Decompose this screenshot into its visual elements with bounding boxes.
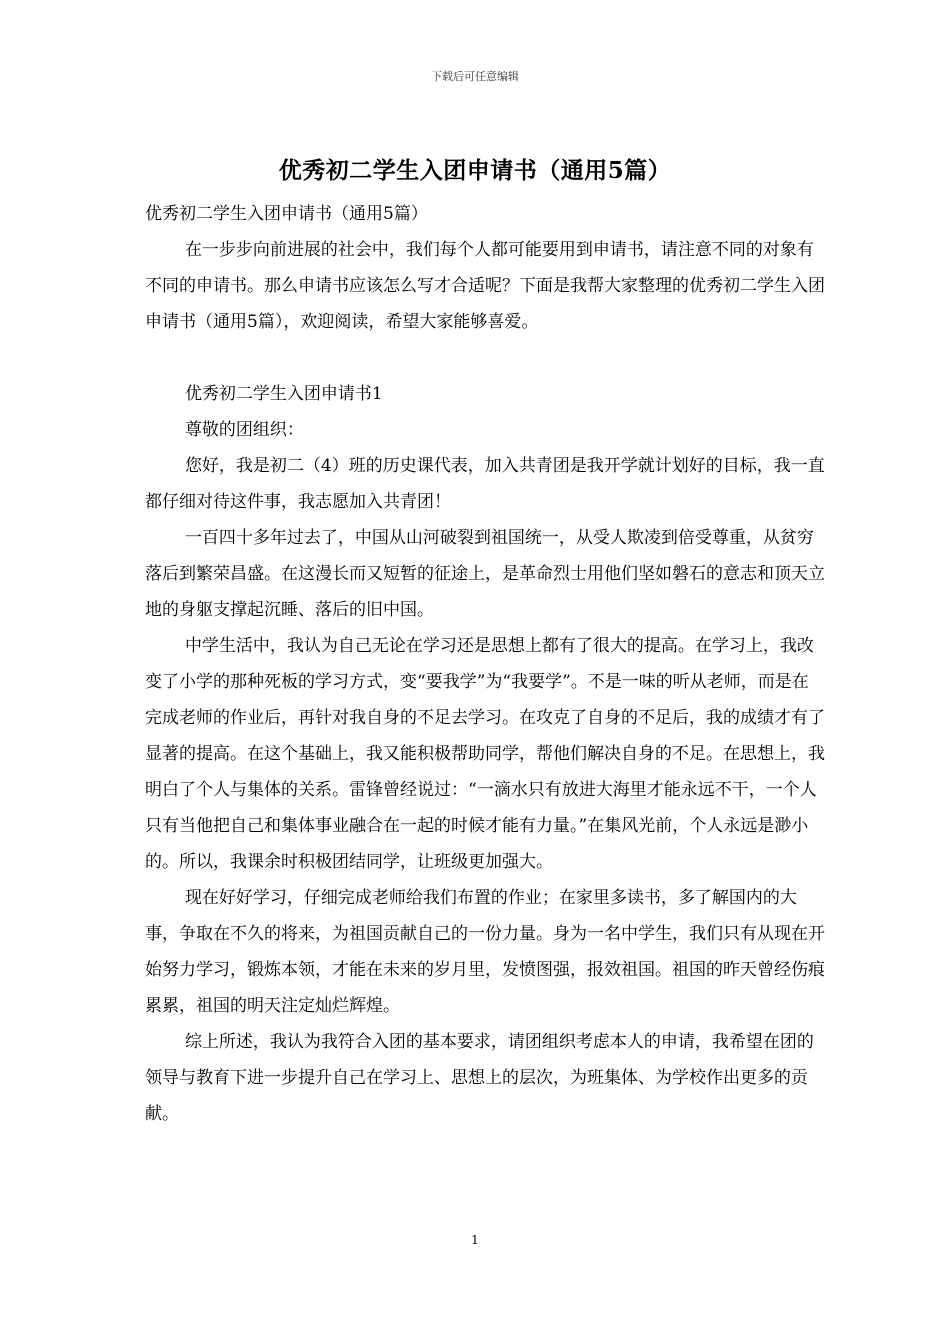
body-paragraph: 综上所述，我认为我符合入团的基本要求，请团组织考虑本人的申请，我希望在团的领导与教育下进一步提升自己在学习上、思想上的层次，为班集体、为学校作出更多的贡献。 — [145, 1032, 814, 1124]
body-paragraph: 现在好好学习，仔细完成老师给我们布置的作业；在家里多读书，多了解国内的大事，争取在不久的将来，为祖国贡献自己的一份力量。身为一名中学生，我们只有从现在开始努力学习，锻炼本领，才能在未来的岁月里，发愤图强，报效祖国。祖国的昨天曾经伤痕累累，祖国的明天注定灿烂辉煌。 — [145, 888, 825, 1016]
salutation: 尊敬的团组织： — [184, 420, 304, 440]
page-number: 1 — [471, 1233, 479, 1247]
document-body — [145, 196, 825, 1132]
body-paragraph: 中学生活中，我认为自己无论在学习还是思想上都有了很大的提高。在学习上，我改变了小学的那种死板的学习方式，变“要我学”为“我要学”。不是一味的听从老师，而是在完成老师的作业后，再针对我自身的不足去学习。在攻克了自身的不足后，我的成绩才有了显著的提高。在这个基础上，我又能积极帮助同学，帮他们解决自身的不足。在思想上，我明白了个人与集体的关系。雷锋曾经说过：“一滴水只有放进大海里才能永远不干，一个人只有当他把自己和集体事业融合在一起的时候才能有力量。”在集风光前，个人永远是渺小的。所以，我课余时积极团结同学，让班级更加强大。 — [145, 636, 825, 872]
body-paragraph: 一百四十多年过去了，中国从山河破裂到祖国统一，从受人欺凌到倍受尊重，从贫穷落后到繁荣昌盛。在这漫长而又短暂的征途上，是革命烈士用他们坚如磐石的意志和顶天立地的身躯支撑起沉睡、落后的旧中国。 — [145, 528, 825, 620]
body-paragraph: 您好，我是初二（4）班的历史课代表，加入共青团是我开学就计划好的目标，我一直都仔细对待这件事，我志愿加入共青团！ — [145, 456, 825, 512]
header-note: 下载后可任意编辑 — [431, 70, 519, 83]
section-heading: 优秀初二学生入团申请书1 — [184, 384, 383, 404]
document-title: 优秀初二学生入团申请书（通用5篇） — [278, 157, 672, 184]
document-subtitle: 优秀初二学生入团申请书（通用5篇） — [145, 204, 428, 224]
blank-line — [145, 340, 825, 376]
intro-paragraph: 在一步步向前进展的社会中，我们每个人都可能要用到申请书，请注意不同的对象有不同的申请书。那么申请书应该怎么写才合适呢？下面是我帮大家整理的优秀初二学生入团申请书（通用5篇），欢迎阅读，希望大家能够喜爱。 — [145, 240, 825, 332]
